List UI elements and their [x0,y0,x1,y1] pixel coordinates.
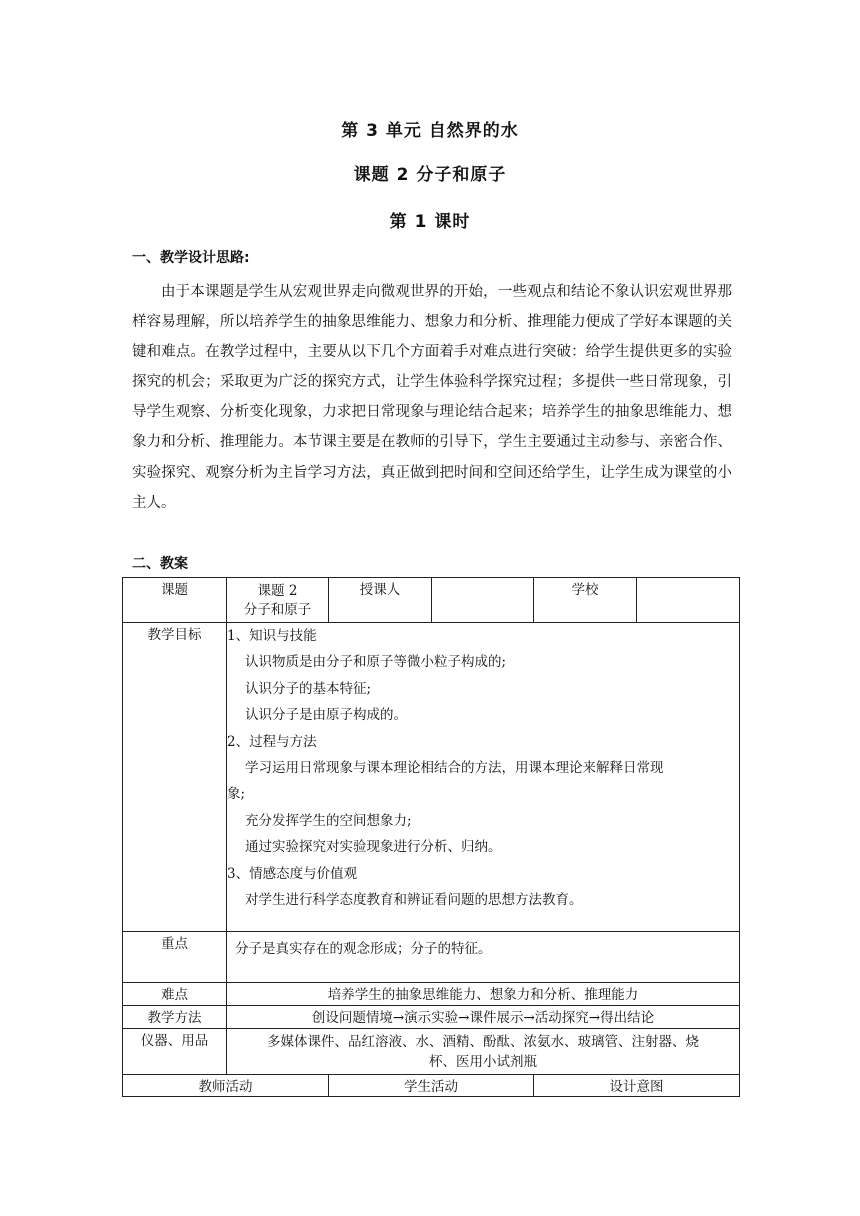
topic-value-line2: 分子和原子 [243,602,312,618]
topic-label: 课题 [123,578,227,623]
table-row-difficulty [123,983,740,1006]
key-point-value: 分子是真实存在的观念形成；分子的特征。 [227,932,740,983]
design-paragraph: 由于本课题是学生从宏观世界走向微观世界的开始，一些观点和结论不象认识宏观世界那样容易理解，所以培养学生的抽象思维能力、想象力和分析、推理能力便成了学好本课题的关键和难点。在教学过程中，主要从以下几个方面着手对难点进行突破：给学生提供更多的实验探究的机会；采取更为广泛的探究方式，让学生体验科学探究过程；多提供一些日常现象，引导学生观察、分析变化现象，力求把日常现象与理论结合起来；培养学生的抽象思维能力、想象力和分析、推理能力。本节课主要是在教师的引导下，学生主要通过主动参与、亲密合作、实验探究、观察分析为主旨学习方法，真正做到把时间和空间还给学生，让学生成为课堂的小主人。 [132,284,732,511]
table-row-goals [123,623,740,932]
topic-value-line1: 课题 2 [257,583,298,599]
section-heading-plan: 二、教案 [132,556,188,572]
lesson-plan-table [122,577,740,1097]
equipment-line2: 杯、医用小试剂瓶 [429,1054,537,1070]
goal-knowledge-1: 认识物质是由分子和原子等微小粒子构成的; [245,654,507,671]
key-point-label: 重点 [123,932,227,983]
goal-process-1-line2: 象; [227,786,246,803]
goals-heading-process: 2、过程与方法 [227,733,317,750]
goal-knowledge-3: 认识分子是由原子构成的。 [245,707,407,724]
method-label: 教学方法 [123,1006,227,1029]
method-value: 创设问题情境→演示实验→课件展示→活动探究→得出结论 [227,1006,740,1029]
topic-value [227,578,329,623]
teacher-label: 授课人 [329,578,432,623]
goal-process-3: 通过实验探究对实验现象进行分析、归纳。 [245,839,502,856]
difficulty-label: 难点 [123,983,227,1006]
teacher-value [432,578,534,623]
student-activity-header: 学生活动 [329,1075,534,1097]
goals-heading-knowledge: 1、知识与技能 [227,628,317,644]
school-value [637,578,740,623]
table-row-header-info [123,578,740,623]
goals-heading-attitude: 3、情感态度与价值观 [227,865,358,882]
unit-title: 第 3 单元 自然界的水 [341,121,519,141]
goal-process-1-line1: 学习运用日常现象与课本理论相结合的方法，用课本理论来解释日常现 [245,760,664,777]
equipment-line1: 多媒体课件、品红溶液、水、酒精、酚酞、浓氨水、玻璃管、注射器、烧 [267,1034,699,1050]
period-title: 第 1 课时 [389,212,471,232]
design-intent-header: 设计意图 [534,1075,740,1097]
section-heading-design: 一、教学设计思路: [132,250,250,266]
equipment-value [227,1029,740,1075]
goal-attitude-1: 对学生进行科学态度教育和辨证看问题的思想方法教育。 [245,892,583,909]
difficulty-value: 培养学生的抽象思维能力、想象力和分析、推理能力 [227,983,740,1006]
goal-knowledge-2: 认识分子的基本特征; [245,680,372,697]
table-row-equipment [123,1029,740,1075]
goals-label: 教学目标 [123,623,227,932]
goal-process-2: 充分发挥学生的空间想象力; [245,812,412,829]
school-label: 学校 [534,578,637,623]
lesson-title: 课题 2 分子和原子 [353,165,507,185]
equipment-label: 仪器、用品 [123,1029,227,1075]
goals-content [227,623,740,932]
table-row-activity-headers [123,1075,740,1097]
table-row-method [123,1006,740,1029]
table-row-key-point [123,932,740,983]
teacher-activity-header: 教师活动 [123,1075,329,1097]
